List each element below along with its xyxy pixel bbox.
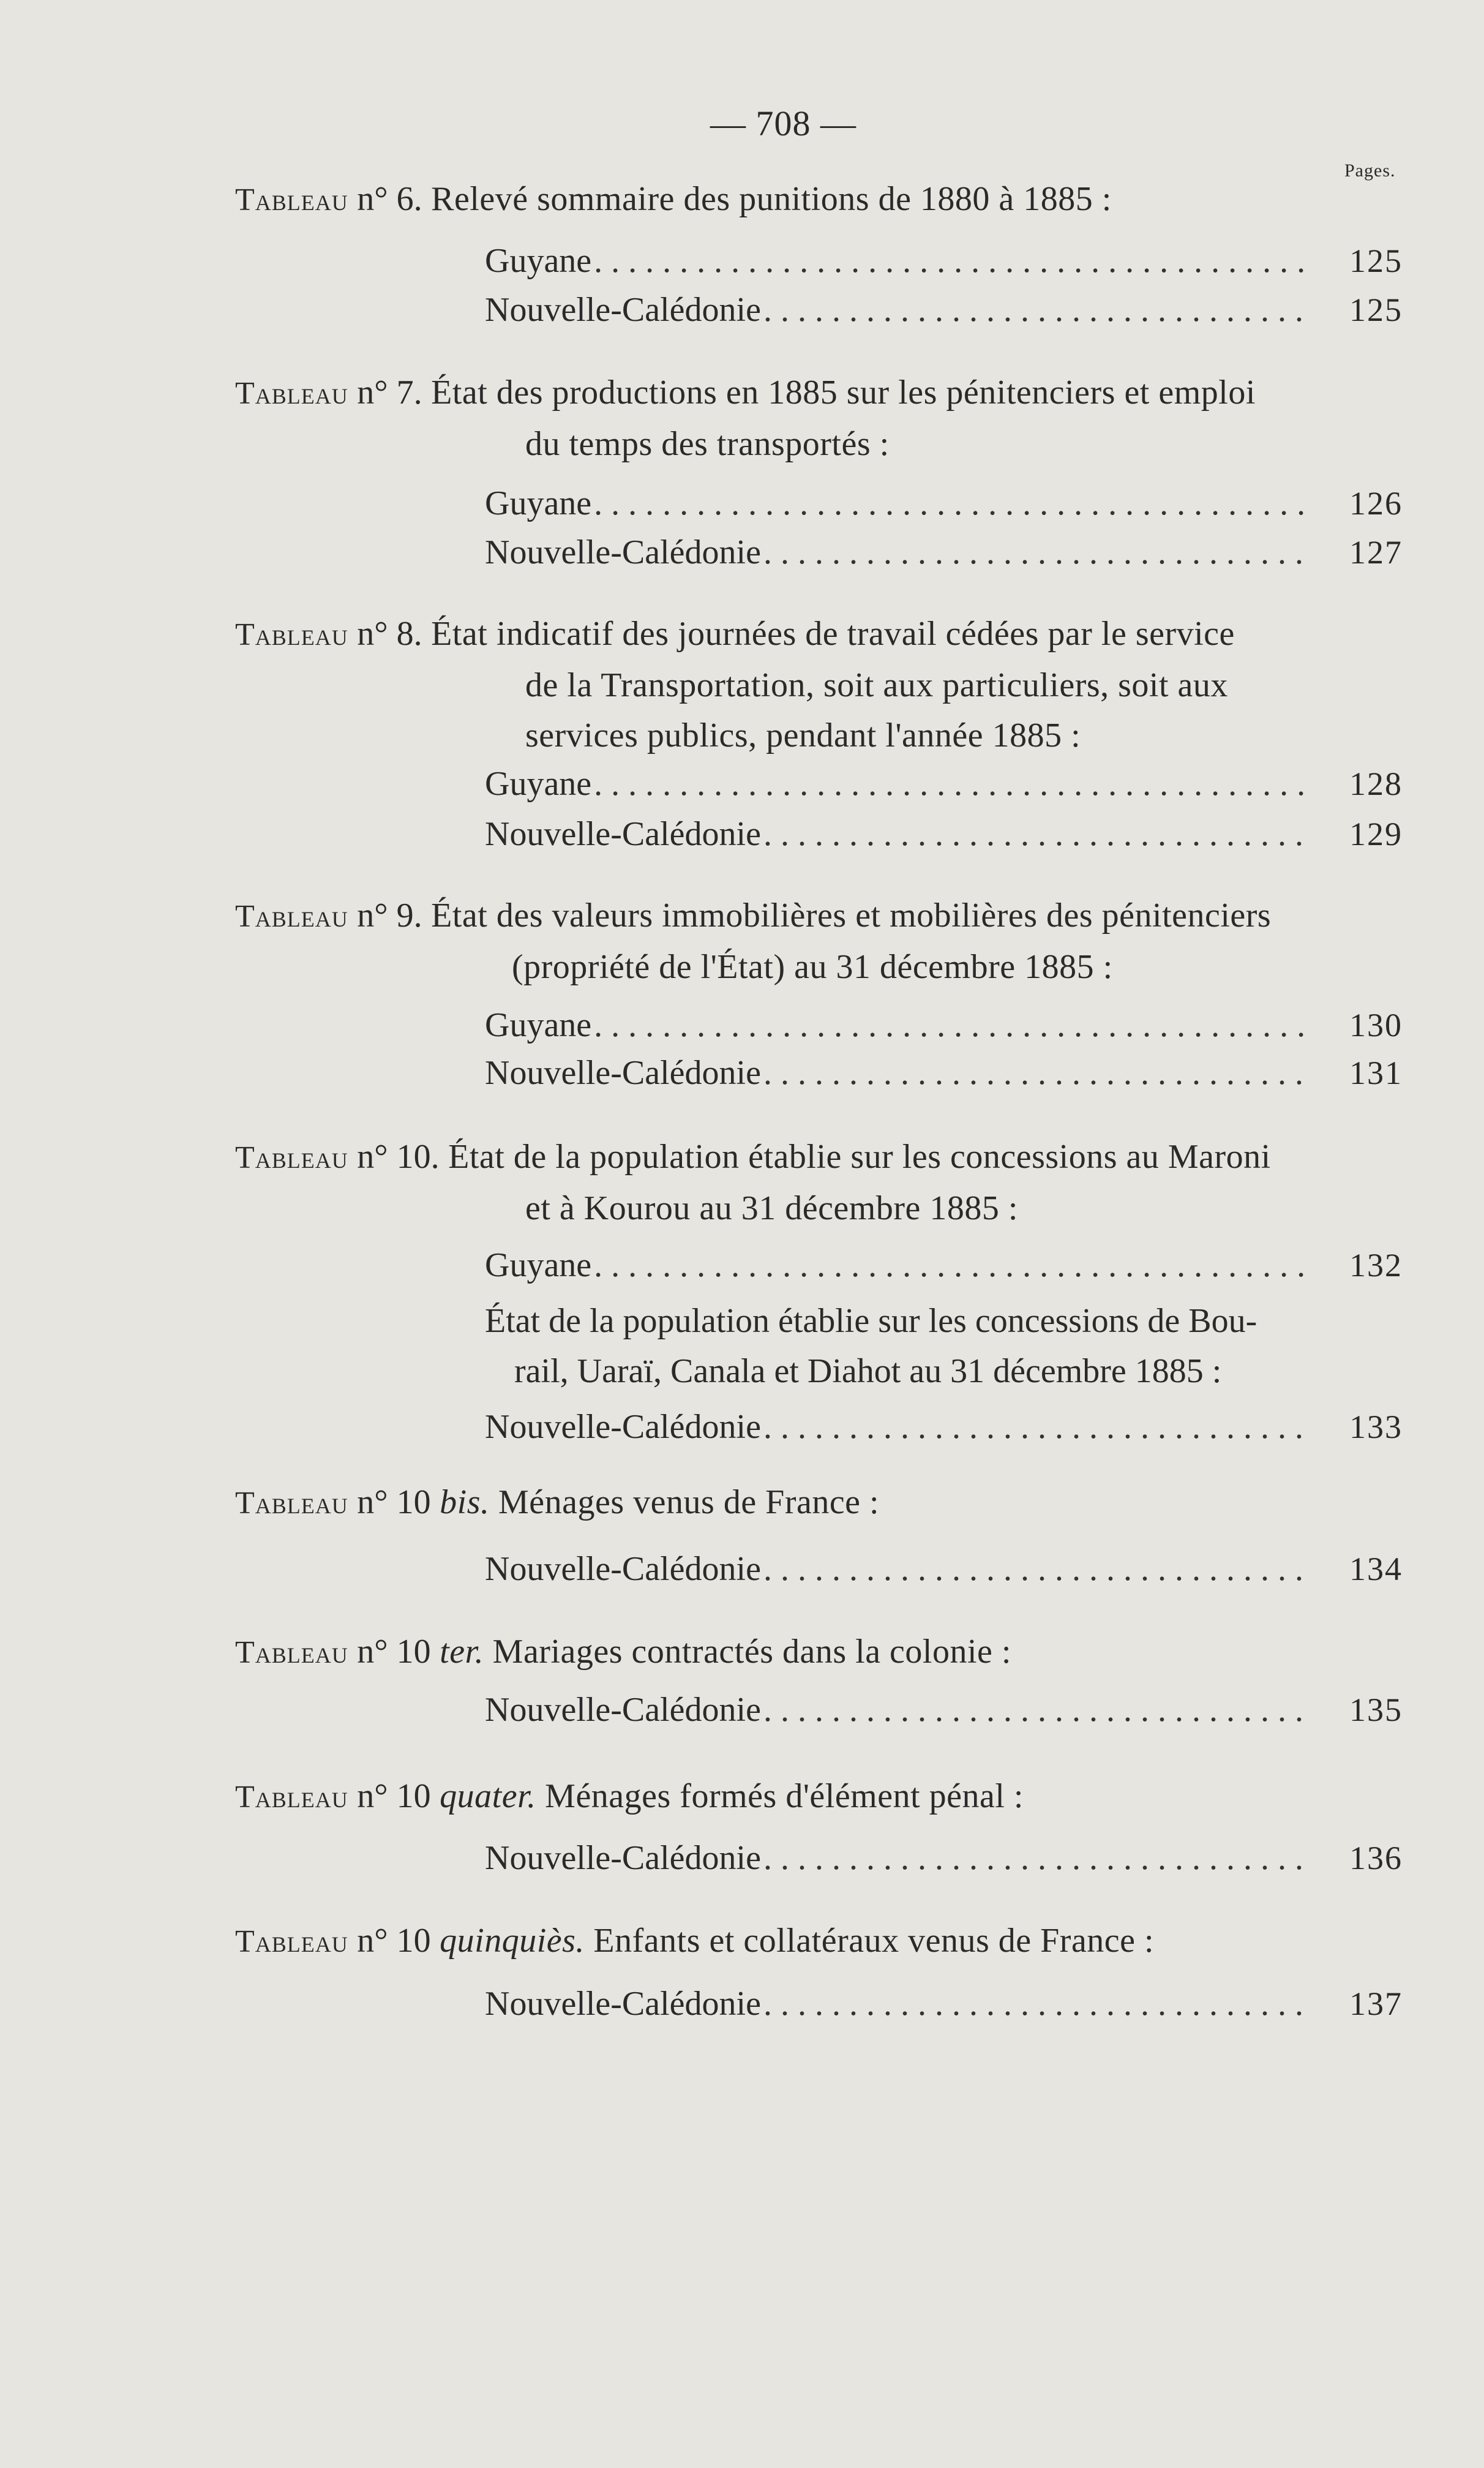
- tableau-title-line: Relevé sommaire des punitions de 1880 à 1885 :: [431, 180, 1112, 218]
- toc-row[interactable]: [485, 236, 1305, 285]
- tableau-title-line: de la Transportation, soit aux particuliers, soit aux: [525, 666, 1228, 704]
- tableau-10-quater-heading: [235, 1771, 1325, 1823]
- tableau-subtitle-line: rail, Uaraï, Canala et Diahot au 31 décembre 1885 :: [514, 1352, 1222, 1390]
- tableau-title-line: Mariages contractés dans la colonie :: [492, 1633, 1011, 1671]
- toc-row-name: Nouvelle-Calédonie: [485, 1985, 761, 2023]
- toc-row[interactable]: [485, 479, 1305, 528]
- pages-column-label: Pages.: [1344, 160, 1396, 181]
- tableau-number: n° 9.: [357, 897, 422, 935]
- toc-row[interactable]: [485, 285, 1305, 334]
- tableau-suffix: quater.: [440, 1777, 536, 1815]
- tableau-label: Tableau: [235, 1924, 348, 1959]
- toc-row[interactable]: [485, 1048, 1305, 1097]
- toc-row-name: Nouvelle-Calédonie: [485, 1054, 761, 1092]
- tableau-title-line: services publics, pendant l'année 1885 :: [525, 717, 1081, 754]
- dot-leader: [763, 1544, 1305, 1593]
- tableau-label: Tableau: [235, 1780, 348, 1815]
- dot-leader: [594, 759, 1305, 808]
- toc-page-ref[interactable]: 131: [1349, 1055, 1403, 1091]
- tableau-label: Tableau: [235, 182, 348, 217]
- toc-page-ref[interactable]: 129: [1349, 816, 1403, 852]
- toc-row[interactable]: [485, 1834, 1305, 1883]
- tableau-10-bis-heading: [235, 1477, 1325, 1529]
- dot-leader: [594, 236, 1305, 285]
- dot-leader: [763, 285, 1305, 334]
- tableau-title-line: Enfants et collatéraux venus de France :: [593, 1922, 1155, 1960]
- toc-row-name: Guyane: [485, 1246, 592, 1284]
- toc-row[interactable]: [485, 1544, 1305, 1593]
- toc-page-ref[interactable]: 133: [1349, 1409, 1403, 1445]
- tableau-title-line: Ménages formés d'élément pénal :: [545, 1777, 1024, 1815]
- tableau-number: n° 8.: [357, 615, 422, 653]
- dot-leader: [594, 479, 1305, 528]
- toc-row-name: Guyane: [485, 1006, 592, 1044]
- toc-page-ref[interactable]: 135: [1349, 1691, 1403, 1728]
- tableau-10-heading: [235, 1132, 1325, 1233]
- tableau-number: n° 10.: [357, 1138, 440, 1176]
- toc-row-name: Nouvelle-Calédonie: [485, 1839, 761, 1877]
- tableau-number: n° 6.: [357, 180, 422, 218]
- tableau-number: n° 10: [357, 1922, 431, 1960]
- tableau-title-line: État de la population établie sur les concessions au Maroni: [448, 1138, 1271, 1176]
- toc-row-name: Guyane: [485, 242, 592, 280]
- toc-row-name: Nouvelle-Calédonie: [485, 1691, 761, 1729]
- dot-leader: [763, 1048, 1305, 1097]
- toc-row[interactable]: [485, 1001, 1305, 1050]
- toc-row[interactable]: [485, 810, 1305, 859]
- tableau-number: n° 10: [357, 1777, 431, 1815]
- dot-leader: [594, 1241, 1305, 1290]
- tableau-label: Tableau: [235, 1486, 348, 1521]
- tableau-label: Tableau: [235, 1140, 348, 1175]
- toc-page-ref[interactable]: 130: [1349, 1007, 1403, 1044]
- tableau-10-ter-heading: [235, 1627, 1325, 1678]
- tableau-title-line: du temps des transportés :: [525, 425, 890, 463]
- tableau-suffix: bis.: [440, 1483, 490, 1521]
- tableau-suffix: ter.: [440, 1633, 484, 1671]
- tableau-title-line: État indicatif des journées de travail cédées par le service: [431, 615, 1235, 653]
- tableau-title-line: Ménages venus de France :: [498, 1483, 880, 1521]
- tableau-9-heading: [235, 890, 1325, 992]
- toc-row[interactable]: [485, 1402, 1305, 1451]
- tableau-8-heading: [235, 609, 1325, 761]
- toc-row-name: Nouvelle-Calédonie: [485, 1408, 761, 1446]
- tableau-10-quinquies-heading: [235, 1916, 1325, 1967]
- tableau-title-line: État des valeurs immobilières et mobilières des pénitenciers: [431, 897, 1272, 935]
- toc-row[interactable]: [485, 528, 1305, 577]
- toc-row-name: Nouvelle-Calédonie: [485, 291, 761, 329]
- tableau-title-line: État des productions en 1885 sur les pénitenciers et emploi: [431, 374, 1256, 412]
- toc-page-ref[interactable]: 125: [1349, 243, 1403, 279]
- toc-row-name: Guyane: [485, 765, 592, 803]
- toc-row[interactable]: [485, 759, 1305, 808]
- toc-page-ref[interactable]: 128: [1349, 766, 1403, 802]
- tableau-number: n° 10: [357, 1483, 431, 1521]
- toc-row-name: Nouvelle-Calédonie: [485, 1550, 761, 1588]
- dot-leader: [763, 1402, 1305, 1451]
- tableau-6-heading: [235, 174, 1325, 225]
- toc-row[interactable]: [485, 1241, 1305, 1290]
- tableau-number: n° 10: [357, 1633, 431, 1671]
- tableau-7-heading: [235, 367, 1325, 469]
- tableau-subtitle-line: État de la population établie sur les concessions de Bou-: [485, 1302, 1257, 1340]
- toc-page-ref[interactable]: 136: [1349, 1840, 1403, 1876]
- toc-page-ref[interactable]: 137: [1349, 1985, 1403, 2022]
- tableau-label: Tableau: [235, 1635, 348, 1670]
- toc-page-ref[interactable]: 125: [1349, 292, 1403, 328]
- toc-page-ref[interactable]: 127: [1349, 534, 1403, 571]
- tableau-suffix: quinquiès.: [440, 1922, 585, 1960]
- toc-row[interactable]: [485, 1979, 1305, 2028]
- dot-leader: [763, 1834, 1305, 1883]
- toc-row-name: Nouvelle-Calédonie: [485, 533, 761, 571]
- tableau-label: Tableau: [235, 617, 348, 652]
- toc-row-name: Guyane: [485, 484, 592, 522]
- toc-row[interactable]: [485, 1685, 1305, 1734]
- page-number: — 708 —: [710, 103, 856, 143]
- tableau-title-line: (propriété de l'État) au 31 décembre 1885 :: [512, 948, 1113, 986]
- tableau-number: n° 7.: [357, 374, 422, 412]
- toc-page-ref[interactable]: 126: [1349, 485, 1403, 522]
- toc-page-ref[interactable]: 132: [1349, 1247, 1403, 1284]
- dot-leader: [763, 1979, 1305, 2028]
- dot-leader: [763, 1685, 1305, 1734]
- toc-page-ref[interactable]: 134: [1349, 1551, 1403, 1587]
- tableau-label: Tableau: [235, 376, 348, 411]
- dot-leader: [594, 1001, 1305, 1050]
- tableau-label: Tableau: [235, 899, 348, 934]
- tableau-10-subheading: [485, 1296, 1330, 1396]
- dot-leader: [763, 810, 1305, 859]
- tableau-title-line: et à Kourou au 31 décembre 1885 :: [525, 1189, 1018, 1227]
- dot-leader: [763, 528, 1305, 577]
- toc-row-name: Nouvelle-Calédonie: [485, 815, 761, 853]
